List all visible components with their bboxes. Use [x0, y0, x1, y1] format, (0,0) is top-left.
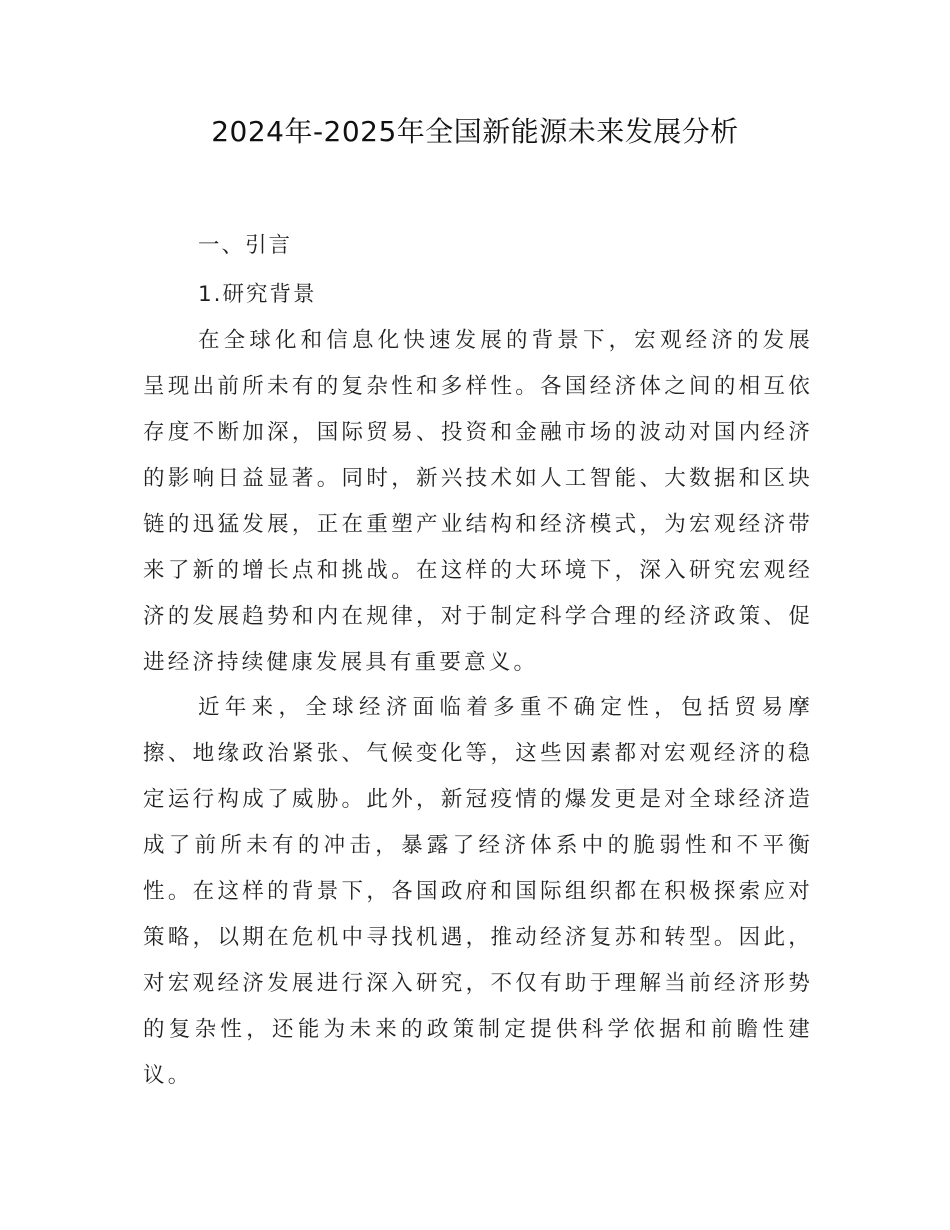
- section-heading: 一、引言: [198, 233, 293, 258]
- document-title: 2024年-2025年全国新能源未来发展分析: [211, 115, 739, 148]
- sub-heading: 1.研究背景: [198, 282, 317, 307]
- paragraph: 近年来，全球经济面临着多重不确定性，包括贸易摩擦、地缘政治紧张、气候变化等，这些因素都对宏观经济的稳定运行构成了威胁。此外，新冠疫情的爆发更是对全球经济造成了前所未有的冲击，暴露了经济体系中的脆弱性和不平衡性。在这样的背景下，各国政府和国际组织都在积极探索应对策略，以期在危机中寻找机遇，推动经济复苏和转型。因此，对宏观经济发展进行深入研究，不仅有助于理解当前经济形势的复杂性，还能为未来的政策制定提供科学依据和前瞻性建议。: [143, 695, 813, 1088]
- paragraph: 在全球化和信息化快速发展的背景下，宏观经济的发展呈现出前所未有的复杂性和多样性。各国经济体之间的相互依存度不断加深，国际贸易、投资和金融市场的波动对国内经济的影响日益显著。同时，新兴技术如人工智能、大数据和区块链的迅猛发展，正在重塑产业结构和经济模式，为宏观经济带来了新的增长点和挑战。在这样的大环境下，深入研究宏观经济的发展趋势和内在规律，对于制定科学合理的经济政策、促进经济持续健康发展具有重要意义。: [143, 328, 813, 675]
